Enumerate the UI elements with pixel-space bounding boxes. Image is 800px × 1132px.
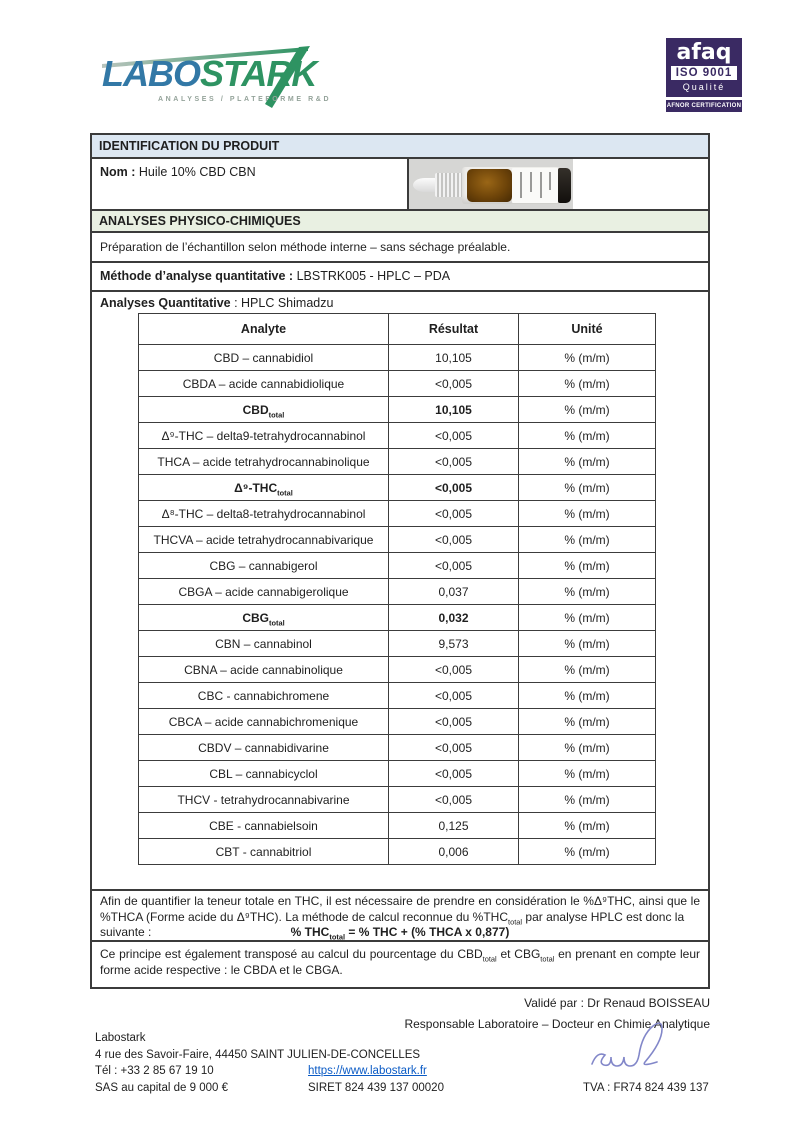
footer-company: Labostark <box>95 1032 146 1044</box>
bottle-dropper-tip <box>413 178 437 192</box>
unite-cell: % (m/m) <box>519 371 656 397</box>
table-row <box>139 761 656 787</box>
bottle-oil <box>467 169 512 202</box>
quant-label: Analyses Quantitative <box>100 296 231 310</box>
footer-address: 4 rue des Savoir-Faire, 44450 SAINT JULIEN-DE-CONCELLES <box>95 1048 421 1061</box>
thc-note-section <box>92 889 708 940</box>
table-row <box>139 579 656 605</box>
unite-cell: % (m/m) <box>519 449 656 475</box>
afaq-brand: afaq <box>676 40 732 65</box>
bottle-cap <box>558 168 571 203</box>
identification-header: IDENTIFICATION DU PRODUIT <box>92 135 708 157</box>
labostark-logo <box>96 44 336 116</box>
methode-label: Méthode d’analyse quantitative : <box>100 269 294 283</box>
unite-cell: % (m/m) <box>519 709 656 735</box>
footer-siret: SIRET 824 439 137 00020 <box>308 1081 444 1094</box>
resultat-cell: 0,125 <box>389 813 519 839</box>
unite-cell: % (m/m) <box>519 657 656 683</box>
analyte-cell: CBN – cannabinol <box>139 631 389 657</box>
nom-label: Nom : <box>100 165 136 179</box>
resultat-cell: <0,005 <box>389 501 519 527</box>
product-photo <box>409 159 573 209</box>
resultat-cell: <0,005 <box>389 475 519 501</box>
unite-cell: % (m/m) <box>519 761 656 787</box>
principle-note-section: Ce principe est également transposé au calcul du pourcentage du $CBD_{total}$ et $CBG_{total}$ en prenant en compte leur forme acide respective : le CBDA et le CBGA. <box>92 940 708 987</box>
table-row <box>139 839 656 865</box>
analyte-cell: CBDA – acide cannabidiolique <box>139 371 389 397</box>
unite-cell: % (m/m) <box>519 839 656 865</box>
analyses-header: ANALYSES PHYSICO-CHIMIQUES <box>92 209 708 231</box>
resultat-cell: 0,006 <box>389 839 519 865</box>
table-row <box>139 475 656 501</box>
resultat-cell: <0,005 <box>389 709 519 735</box>
unite-cell: % (m/m) <box>519 605 656 631</box>
col-header-analyte: Analyte <box>139 314 389 345</box>
thc-total-formula: % $THC_{total}$ = % THC + (% THCA x 0,877) <box>290 925 510 940</box>
analyte-cell: CBC - cannabichromene <box>139 683 389 709</box>
table-row <box>139 787 656 813</box>
resultat-cell: <0,005 <box>389 371 519 397</box>
resultat-cell: 0,032 <box>389 605 519 631</box>
resultat-cell: 10,105 <box>389 397 519 423</box>
unite-cell: % (m/m) <box>519 527 656 553</box>
unite-cell: % (m/m) <box>519 735 656 761</box>
analyte-cell: THCVA – acide tetrahydrocannabivarique <box>139 527 389 553</box>
qualite-label: Qualité <box>682 82 726 92</box>
bottle-cap-ridges <box>435 173 463 197</box>
quantitative-caption <box>92 294 708 310</box>
resultat-cell: <0,005 <box>389 527 519 553</box>
unite-cell: % (m/m) <box>519 397 656 423</box>
analyte-table <box>138 313 656 865</box>
analyte-cell: Δ⁸-THC – delta8-tetrahydrocannabinol <box>139 501 389 527</box>
thc-note-text: Afin de quantifier la teneur totale en THC, il est nécessaire de prendre en considération le %Δ⁹THC, ainsi que le %THCA (Forme acide du Δ⁹THC). La méthode de calcul reconnue du $\%THC_{total}$ par analyse HPLC est donc la <box>100 894 700 926</box>
report-body <box>90 133 710 989</box>
preparation-row: Préparation de l’échantillon selon méthode interne – sans séchage préalable. <box>92 231 708 261</box>
unite-cell: % (m/m) <box>519 423 656 449</box>
label-text-line <box>549 172 551 190</box>
col-header-resultat: Résultat <box>389 314 519 345</box>
label-text-line <box>540 172 542 198</box>
analyte-cell: CBNA – acide cannabinolique <box>139 657 389 683</box>
table-header-row <box>139 314 656 345</box>
table-row <box>139 683 656 709</box>
table-row <box>139 527 656 553</box>
analyte-cell: CBD – cannabidiol <box>139 345 389 371</box>
analyte-cell: CBE - cannabielsoin <box>139 813 389 839</box>
footer-tel: Tél : +33 2 85 67 19 10 <box>95 1065 214 1077</box>
analyte-cell: CBT - cannabitriol <box>139 839 389 865</box>
footer <box>95 1030 709 1096</box>
table-row <box>139 735 656 761</box>
resultat-cell: <0,005 <box>389 683 519 709</box>
label-text-line <box>520 172 522 198</box>
resultat-cell: <0,005 <box>389 423 519 449</box>
afaq-badge-main <box>666 38 742 97</box>
analyte-cell: $CBG_{total}$ <box>139 605 389 631</box>
validated-by: Validé par : Dr Renaud BOISSEAU <box>524 996 710 1010</box>
resultat-cell: <0,005 <box>389 449 519 475</box>
resultat-cell: <0,005 <box>389 553 519 579</box>
footer-sas: SAS au capital de 9 000 € <box>95 1081 228 1094</box>
table-row <box>139 605 656 631</box>
quantitative-section <box>92 290 708 889</box>
logo-labo: LABO <box>102 53 200 94</box>
table-row <box>139 449 656 475</box>
table-row <box>139 423 656 449</box>
unite-cell: % (m/m) <box>519 631 656 657</box>
resultat-cell: <0,005 <box>389 761 519 787</box>
table-row <box>139 501 656 527</box>
product-photo-cell <box>407 159 573 209</box>
thc-formula-line <box>100 925 700 940</box>
table-row <box>139 657 656 683</box>
resultat-cell: 9,573 <box>389 631 519 657</box>
analyte-cell: CBL – cannabicyclol <box>139 761 389 787</box>
analyte-cell: THCA – acide tetrahydrocannabinolique <box>139 449 389 475</box>
col-header-unite: Unité <box>519 314 656 345</box>
nom-value: Huile 10% CBD CBN <box>135 165 256 179</box>
analyte-cell: $\Delta^9-THC_{total}$ <box>139 475 389 501</box>
label-text-line <box>530 172 532 192</box>
unite-cell: % (m/m) <box>519 501 656 527</box>
resultat-cell: <0,005 <box>389 787 519 813</box>
footer-tel-row <box>95 1063 705 1080</box>
logo-stark: STARK <box>200 53 317 94</box>
bottle-label <box>512 168 558 203</box>
table-row <box>139 709 656 735</box>
analyte-cell: CBG – cannabigerol <box>139 553 389 579</box>
methode-row <box>92 261 708 290</box>
table-row <box>139 397 656 423</box>
analyte-cell: $CBD_{total}$ <box>139 397 389 423</box>
unite-cell: % (m/m) <box>519 553 656 579</box>
afnor-certification-label: AFNOR CERTIFICATION <box>666 100 742 112</box>
analyte-cell: THCV - tetrahydrocannabivarine <box>139 787 389 813</box>
footer-legal-row <box>95 1080 709 1097</box>
quant-value: : HPLC Shimadzu <box>230 296 334 310</box>
unite-cell: % (m/m) <box>519 683 656 709</box>
suivante-label: suivante : <box>100 925 152 939</box>
resultat-cell: 0,037 <box>389 579 519 605</box>
analyte-cell: CBGA – acide cannabigerolique <box>139 579 389 605</box>
validator-title: Responsable Laboratoire – Docteur en Chimie Analytique <box>404 1017 710 1031</box>
afaq-iso9001-badge <box>666 38 742 112</box>
unite-cell: % (m/m) <box>519 787 656 813</box>
logo-wordmark <box>102 54 316 94</box>
footer-tva: TVA : FR74 824 439 137 <box>583 1081 709 1094</box>
analyte-cell: CBCA – acide cannabichromenique <box>139 709 389 735</box>
table-row <box>139 813 656 839</box>
analyte-cell: Δ⁹-THC – delta9-tetrahydrocannabinol <box>139 423 389 449</box>
analyte-cell: CBDV – cannabidivarine <box>139 735 389 761</box>
unite-cell: % (m/m) <box>519 475 656 501</box>
product-name-row <box>92 157 708 209</box>
resultat-cell: <0,005 <box>389 657 519 683</box>
table-row <box>139 371 656 397</box>
unite-cell: % (m/m) <box>519 579 656 605</box>
methode-value: LBSTRK005 - HPLC – PDA <box>293 269 451 283</box>
table-row <box>139 553 656 579</box>
resultat-cell: 10,105 <box>389 345 519 371</box>
table-row <box>139 631 656 657</box>
unite-cell: % (m/m) <box>519 345 656 371</box>
unite-cell: % (m/m) <box>519 813 656 839</box>
product-name <box>92 159 708 185</box>
iso-9001-label: ISO 9001 <box>671 66 737 80</box>
footer-website-link[interactable]: https://www.labostark.fr <box>308 1065 427 1077</box>
resultat-cell: <0,005 <box>389 735 519 761</box>
logo-tagline: ANALYSES / PLATEFORME R&D <box>158 96 332 103</box>
table-row <box>139 345 656 371</box>
